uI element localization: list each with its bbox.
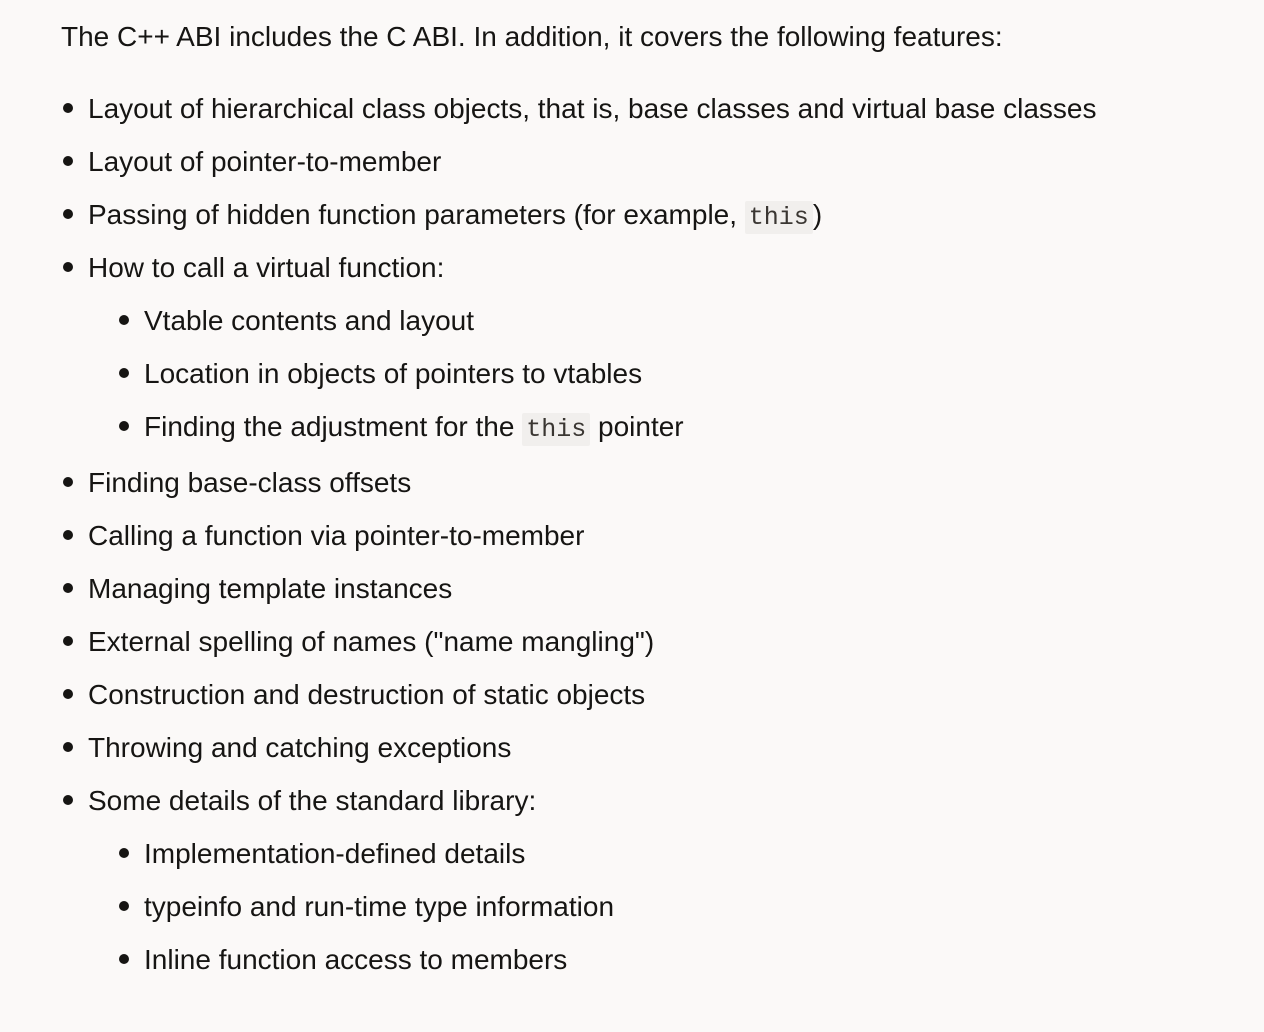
list-item-text: Calling a function via pointer-to-member <box>88 520 585 551</box>
list-item-text: Throwing and catching exceptions <box>88 732 512 763</box>
sub-list-item-text: Finding the adjustment for the <box>144 411 523 442</box>
sub-list <box>88 303 1097 445</box>
list-item-text: Managing template instances <box>88 573 453 604</box>
inline-code: this <box>522 413 590 446</box>
sub-list-item <box>117 303 1097 339</box>
list-item <box>61 250 1097 445</box>
list-item <box>61 730 1097 766</box>
list-item-text: Layout of hierarchical class objects, that is, base classes and virtual base classes <box>88 93 1097 124</box>
list-item <box>61 624 1097 660</box>
list-item-text: ) <box>812 199 823 230</box>
sub-list-item-text: Implementation-defined details <box>144 838 526 869</box>
list-item-text: How to call a virtual function: <box>88 252 445 283</box>
list-item <box>61 91 1097 127</box>
list-item <box>61 518 1097 554</box>
list-item-text: Some details of the standard library: <box>88 785 537 816</box>
list-item <box>61 465 1097 501</box>
sub-list-item-text: typeinfo and run-time type information <box>144 891 615 922</box>
list-item-text: Construction and destruction of static objects <box>88 679 646 710</box>
sub-list-item-text: pointer <box>590 411 684 442</box>
feature-list <box>61 91 1097 995</box>
list-item <box>61 783 1097 978</box>
sub-list-item-text: Vtable contents and layout <box>144 305 475 336</box>
list-item-text: External spelling of names ("name mangling") <box>88 626 655 657</box>
list-item <box>61 571 1097 607</box>
sub-list-item <box>117 356 1097 392</box>
sub-list-item <box>117 409 1097 445</box>
list-item <box>61 144 1097 180</box>
sub-list-item <box>117 889 1097 925</box>
sub-list-item-text: Location in objects of pointers to vtables <box>144 358 643 389</box>
sub-list-item <box>117 836 1097 872</box>
list-item <box>61 197 1097 233</box>
list-item-text: Finding base-class offsets <box>88 467 412 498</box>
sub-list <box>88 836 1097 978</box>
list-item-text: Layout of pointer-to-member <box>88 146 442 177</box>
intro-paragraph: The C++ ABI includes the C ABI. In addition, it covers the following features: <box>61 21 1003 52</box>
sub-list-item <box>117 942 1097 978</box>
list-item-text: Passing of hidden function parameters (for example, <box>88 199 745 230</box>
list-item <box>61 677 1097 713</box>
sub-list-item-text: Inline function access to members <box>144 944 568 975</box>
inline-code: this <box>745 201 813 234</box>
